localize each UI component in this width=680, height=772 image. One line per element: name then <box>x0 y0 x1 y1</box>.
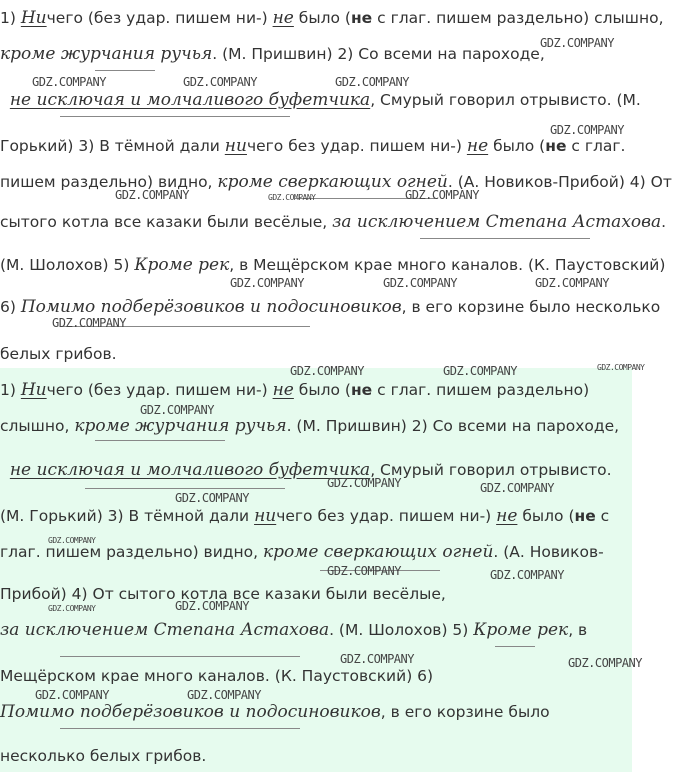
text-span: сытого котла все казаки были весёлые, <box>0 213 333 231</box>
text-span: с <box>595 507 610 525</box>
text-line-5 <box>0 172 672 192</box>
text-span: , в <box>568 621 588 639</box>
watermark-text: GDZ.COMPANY <box>405 188 479 202</box>
watermark-text: GDZ.COMPANY <box>175 599 249 613</box>
watermark-text: GDZ.COMPANY <box>597 363 645 372</box>
text-line-1 <box>0 8 664 28</box>
phrase-underline <box>95 440 225 441</box>
text-line-6 <box>0 212 666 232</box>
text-line-5 <box>0 542 604 562</box>
watermark-text: GDZ.COMPANY <box>175 491 249 505</box>
particle-ne-bold: не <box>545 137 567 155</box>
text-span: чего без удар. пишем ни-) <box>276 507 497 525</box>
watermark-text: GDZ.COMPANY <box>187 688 261 702</box>
text-span: . (А. Новиков- <box>493 543 604 561</box>
text-line-2 <box>0 416 619 436</box>
text-span: было ( <box>517 507 575 525</box>
watermark-text: GDZ.COMPANY <box>335 75 409 89</box>
text-line-3 <box>0 90 641 110</box>
text-span: с глаг. пишем раздельно) слышно, <box>372 9 664 27</box>
text-line-10 <box>0 746 206 766</box>
adverbial-phrase: не исключая и молчаливого буфетчика <box>9 460 371 480</box>
text-span: . (М. Шолохов) 5) <box>329 621 474 639</box>
text-span: слышно, <box>0 417 75 435</box>
watermark-text: GDZ.COMPANY <box>480 481 554 495</box>
text-line-3 <box>0 460 612 480</box>
watermark-text: GDZ.COMPANY <box>540 36 614 50</box>
text-span: было ( <box>293 9 351 27</box>
text-span: чего без удар. пишем ни-) <box>246 137 467 155</box>
text-span: глаг. пишем раздельно) видно, <box>0 543 263 561</box>
text-span: было ( <box>293 381 351 399</box>
adverbial-phrase: кроме журчания ручья <box>0 44 213 64</box>
text-span: , в его корзине было <box>380 703 550 721</box>
text-line-7 <box>0 255 665 275</box>
watermark-text: GDZ.COMPANY <box>340 652 414 666</box>
adverbial-phrase: не исключая и молчаливого буфетчика <box>9 90 371 110</box>
watermark-text: GDZ.COMPANY <box>383 276 457 290</box>
text-span: несколько белых грибов. <box>0 747 207 765</box>
text-span: . (М. Пришвин) 2) Со всеми на пароходе, <box>212 45 545 63</box>
watermark-text: GDZ.COMPANY <box>230 276 304 290</box>
item-number: 1) <box>0 381 21 399</box>
text-span: белых грибов. <box>0 345 117 363</box>
watermark-text: GDZ.COMPANY <box>115 188 189 202</box>
particle-ne-bold: не <box>574 507 596 525</box>
adverbial-phrase: за исключением Степана Астахова <box>0 620 330 640</box>
text-line-1 <box>0 380 589 400</box>
text-span: . <box>661 213 667 231</box>
text-line-2 <box>0 44 545 64</box>
text-span: Мещёрском крае много каналов. (К. Паустовский) 6) <box>0 667 434 685</box>
text-span: Прибой) 4) От сытого котла все казаки были весёлые, <box>0 585 446 603</box>
text-line-4 <box>0 506 609 526</box>
particle-ne: не <box>272 8 294 28</box>
text-line-4 <box>0 136 625 156</box>
adverbial-phrase: за исключением Степана Астахова <box>332 212 662 232</box>
particle-ne: не <box>496 506 518 526</box>
text-span: , Смурый говорил отрывисто. <box>370 461 612 479</box>
text-span: , Смурый говорил отрывисто. (М. <box>370 91 641 109</box>
adverbial-phrase: Кроме рек <box>134 255 230 275</box>
watermark-text: GDZ.COMPANY <box>535 276 609 290</box>
watermark-text: GDZ.COMPANY <box>140 403 214 417</box>
text-span: 6) <box>0 298 21 316</box>
watermark-text: GDZ.COMPANY <box>48 604 96 613</box>
text-span: с глаг. <box>566 137 626 155</box>
text-span: , в его корзине было несколько <box>401 298 661 316</box>
phrase-underline <box>60 656 300 657</box>
phrase-underline <box>60 116 290 117</box>
answer-block-original <box>0 0 680 368</box>
text-line-9 <box>0 344 117 364</box>
watermark-text: GDZ.COMPANY <box>443 364 517 378</box>
particle-ne-bold: не <box>350 9 373 27</box>
text-line-8 <box>0 297 660 317</box>
watermark-text: GDZ.COMPANY <box>52 316 126 330</box>
particle-ne: не <box>466 136 489 156</box>
text-span: Горький) 3) В тёмной дали <box>0 137 225 155</box>
adverbial-phrase: кроме сверкающих огней <box>262 542 494 562</box>
watermark-text: GDZ.COMPANY <box>35 688 109 702</box>
watermark-text: GDZ.COMPANY <box>290 364 364 378</box>
particle-ne-bold: не <box>350 381 373 399</box>
prefix-ni: ни <box>224 136 247 156</box>
watermark-text: GDZ.COMPANY <box>327 564 401 578</box>
phrase-underline <box>85 488 285 489</box>
text-line-7 <box>0 620 587 640</box>
watermark-text: GDZ.COMPANY <box>48 536 96 545</box>
adverbial-phrase: кроме журчания ручья <box>74 416 287 436</box>
text-span: пишем раздельно) видно, <box>0 173 218 191</box>
phrase-underline <box>95 70 155 71</box>
text-span: . (А. Новиков-Прибой) 4) От <box>447 173 672 191</box>
adverbial-phrase: кроме сверкающих огней <box>217 172 448 192</box>
particle-ne: не <box>272 380 294 400</box>
watermark-text: GDZ.COMPANY <box>327 476 401 490</box>
watermark-text: GDZ.COMPANY <box>268 193 316 202</box>
prefix-ni: Ни <box>20 8 47 28</box>
text-span: . (М. Пришвин) 2) Со всеми на пароходе, <box>286 417 620 435</box>
text-span: , в Мещёрском крае много каналов. (К. Паустовский) <box>229 256 666 274</box>
item-number: 1) <box>0 9 21 27</box>
watermark-text: GDZ.COMPANY <box>550 123 624 137</box>
text-span: чего (без удар. пишем ни-) <box>46 381 273 399</box>
phrase-underline <box>60 728 300 729</box>
watermark-text: GDZ.COMPANY <box>183 75 257 89</box>
watermark-text: GDZ.COMPANY <box>32 75 106 89</box>
text-span: (М. Шолохов) 5) <box>0 256 135 274</box>
text-span: чего (без удар. пишем ни-) <box>46 9 273 27</box>
watermark-text: GDZ.COMPANY <box>490 568 564 582</box>
text-span: (М. Горький) 3) В тёмной дали <box>0 507 255 525</box>
adverbial-phrase: Помимо подберёзовиков и подосиновиков <box>0 702 381 722</box>
phrase-underline <box>420 238 590 239</box>
text-span: было ( <box>488 137 546 155</box>
adverbial-phrase: Кроме рек <box>473 620 569 640</box>
text-line-8 <box>0 666 433 686</box>
watermark-text: GDZ.COMPANY <box>568 656 642 670</box>
prefix-ni: ни <box>254 506 277 526</box>
adverbial-phrase: Помимо подберёзовиков и подосиновиков <box>20 297 402 317</box>
text-line-9 <box>0 702 550 722</box>
text-span: с глаг. пишем раздельно) <box>372 381 590 399</box>
phrase-underline <box>495 646 535 647</box>
prefix-ni: Ни <box>20 380 47 400</box>
